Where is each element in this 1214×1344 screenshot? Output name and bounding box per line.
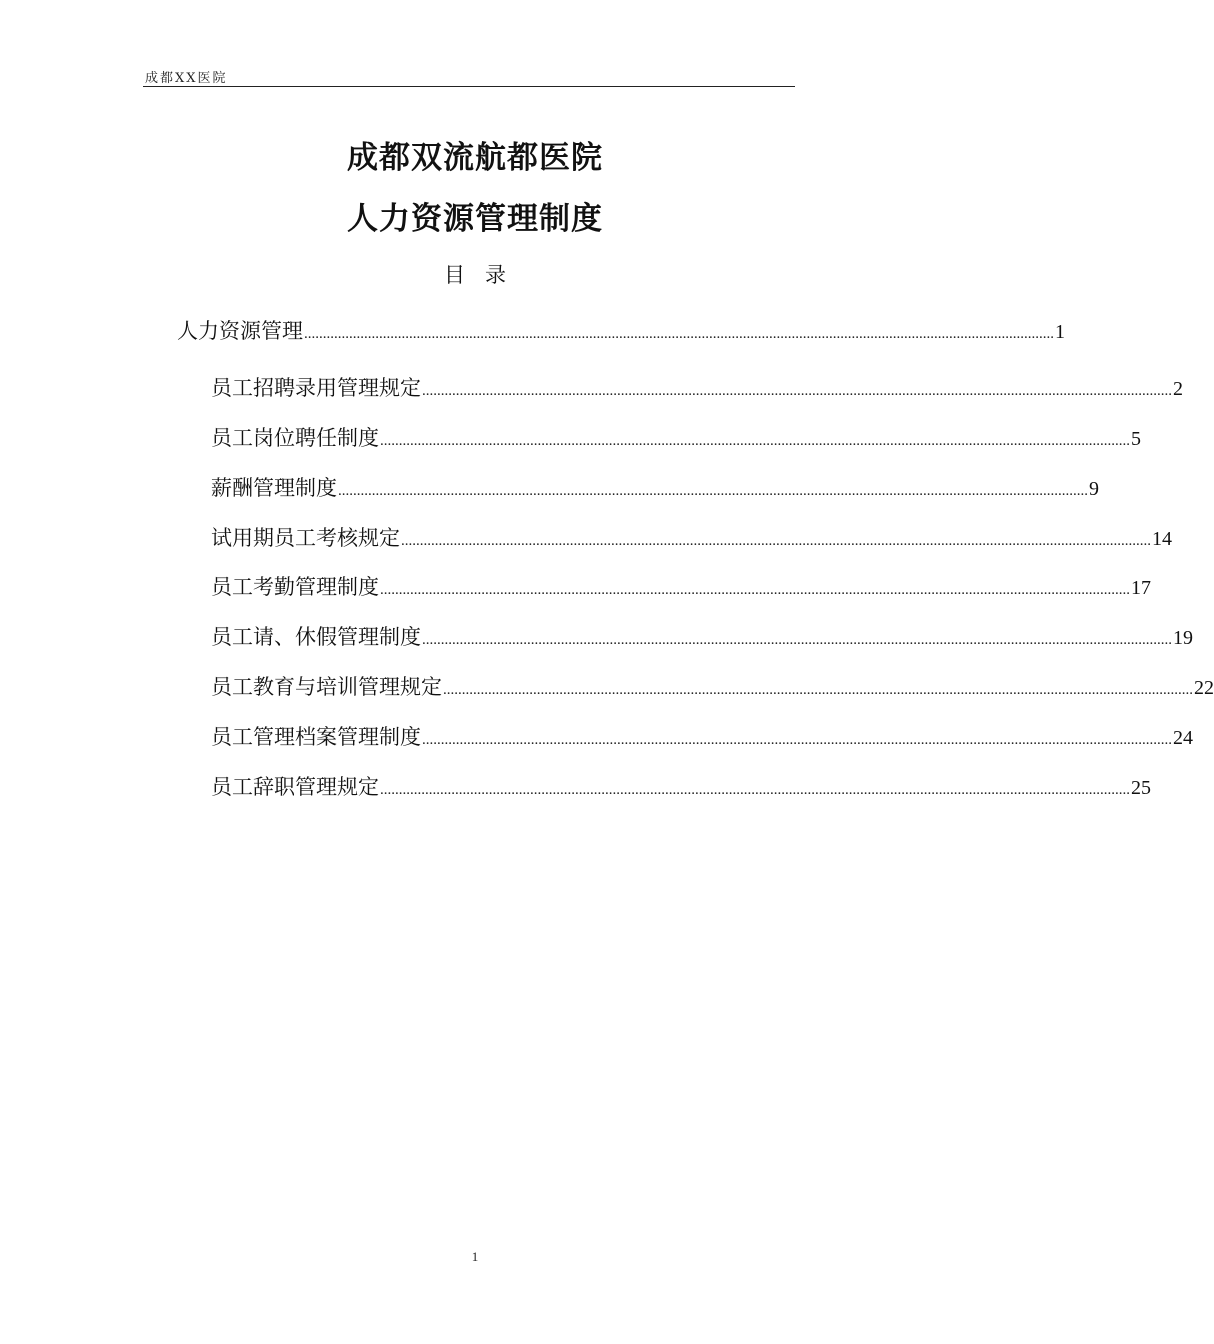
toc-entry-title: 员工教育与培训管理规定 bbox=[211, 675, 442, 699]
toc-entry-page: 19 bbox=[1173, 627, 1193, 649]
toc-entry-page: 9 bbox=[1089, 478, 1099, 500]
toc-dot-leader: ........................................................................................................................................................................................................ bbox=[422, 632, 1172, 648]
toc-entry-title: 员工岗位聘任制度 bbox=[211, 426, 379, 450]
header-text: 成都XX医院 bbox=[145, 71, 228, 86]
toc-dot-leader: ........................................................................................................................................................................................................ bbox=[380, 782, 1130, 798]
toc-entry[interactable] bbox=[211, 621, 1193, 651]
toc-entry-title: 员工辞职管理规定 bbox=[211, 775, 379, 799]
toc-entry[interactable] bbox=[177, 315, 1065, 345]
toc-dot-leader: ........................................................................................................................................................................................................ bbox=[422, 383, 1172, 399]
toc-entry-title: 员工考勤管理制度 bbox=[211, 575, 379, 599]
document-title-line-1: 成都双流航都医院 bbox=[347, 140, 603, 176]
toc-entry[interactable] bbox=[211, 771, 1151, 801]
toc-entry-title: 试用期员工考核规定 bbox=[211, 526, 400, 550]
toc-entry-page: 17 bbox=[1131, 577, 1151, 599]
toc-entry-title: 员工请、休假管理制度 bbox=[211, 625, 421, 649]
toc-entry[interactable] bbox=[211, 422, 1141, 452]
toc-entry[interactable] bbox=[211, 522, 1172, 552]
toc-entry-page: 5 bbox=[1131, 428, 1141, 450]
document-title-line-2: 人力资源管理制度 bbox=[347, 201, 603, 237]
toc-entry-title: 员工管理档案管理制度 bbox=[211, 725, 421, 749]
toc-dot-leader: ........................................................................................................................................................................................................ bbox=[338, 483, 1088, 499]
toc-heading: 目 录 bbox=[443, 263, 507, 287]
toc-entry-title: 人力资源管理 bbox=[177, 319, 303, 343]
toc-entry-page: 24 bbox=[1173, 727, 1193, 749]
toc-dot-leader: ........................................................................................................................................................................................................ bbox=[380, 582, 1130, 598]
toc-entry[interactable] bbox=[211, 571, 1151, 601]
footer-page-number: 1 bbox=[471, 1249, 479, 1264]
toc-dot-leader: ........................................................................................................................................................................................................ bbox=[422, 732, 1172, 748]
toc-entry-page: 22 bbox=[1194, 677, 1214, 699]
toc-entry[interactable] bbox=[211, 721, 1193, 751]
toc-dot-leader: ........................................................................................................................................................................................................ bbox=[401, 533, 1151, 549]
toc-entry-title: 员工招聘录用管理规定 bbox=[211, 376, 421, 400]
toc-entry-page: 25 bbox=[1131, 777, 1151, 799]
toc-dot-leader: ........................................................................................................................................................................................................ bbox=[304, 326, 1054, 342]
toc-entry[interactable] bbox=[211, 372, 1183, 402]
toc-entry-page: 2 bbox=[1173, 378, 1183, 400]
toc-entry-page: 14 bbox=[1152, 528, 1172, 550]
toc-dot-leader: ........................................................................................................................................................................................................ bbox=[443, 682, 1193, 698]
toc-entry-title: 薪酬管理制度 bbox=[211, 476, 337, 500]
toc-entry-page: 1 bbox=[1055, 321, 1065, 343]
toc-entry[interactable] bbox=[211, 671, 1214, 701]
toc-dot-leader: ........................................................................................................................................................................................................ bbox=[380, 433, 1130, 449]
toc-entry[interactable] bbox=[211, 472, 1099, 502]
